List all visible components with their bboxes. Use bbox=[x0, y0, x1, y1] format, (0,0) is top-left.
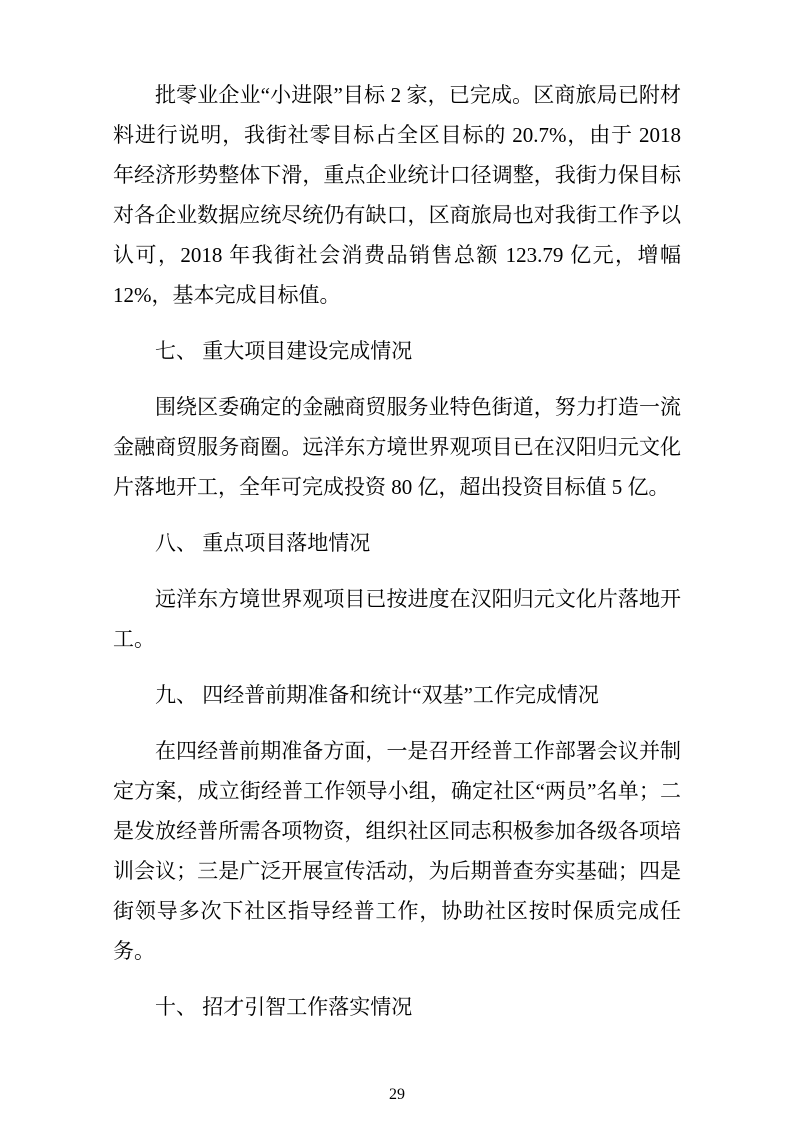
section-heading-10: 十、 招才引智工作落实情况 bbox=[155, 995, 413, 1019]
body-paragraph: 在四经普前期准备方面，一是召开经普工作部署会议并制定方案，成立街经普工作领导小组，确定社区“两员”名单；二是发放经普所需各项物资，组织社区同志积极参加各级各项培训会议；三是广泛开展宣传活动，为后期普查夯实基础；四是街领导多次下社区指导经普工作，协助社区按时保质完成任务。 bbox=[113, 739, 681, 963]
page-number: 29 bbox=[389, 1086, 405, 1103]
body-paragraph: 围绕区委确定的金融商贸服务业特色街道，努力打造一流金融商贸服务商圈。远洋东方境世界观项目已在汉阳归元文化片落地开工，全年可完成投资 80 亿，超出投资目标值 5 亿。 bbox=[113, 395, 681, 499]
section-heading-8: 八、 重点项目落地情况 bbox=[155, 531, 371, 555]
body-paragraph: 远洋东方境世界观项目已按进度在汉阳归元文化片落地开工。 bbox=[113, 587, 681, 651]
body-paragraph: 批零业企业“小进限”目标 2 家，已完成。区商旅局已附材料进行说明，我街社零目标占全区目标的 20.7%，由于 2018 年经济形势整体下滑，重点企业统计口径调整，我街力保目标对各企业数据应统尽统仍有缺口，区商旅局也对我街工作予以认可，2018 年我街社会消费品销售总额 123.79 亿元，增幅 12%，基本完成目标值。 bbox=[113, 83, 681, 307]
section-heading-7: 七、 重大项目建设完成情况 bbox=[155, 339, 413, 363]
section-heading-9: 九、 四经普前期准备和统计“双基”工作完成情况 bbox=[155, 683, 599, 707]
